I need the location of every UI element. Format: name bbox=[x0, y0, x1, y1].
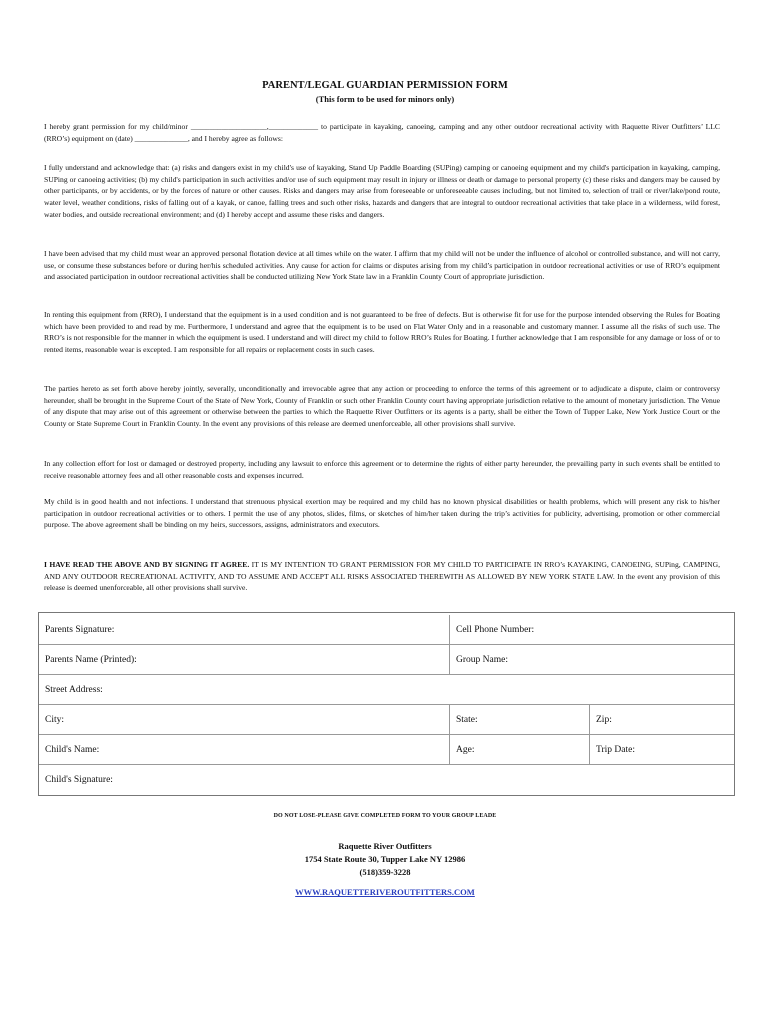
city-label: City: bbox=[45, 714, 65, 725]
paragraph-grant: I hereby grant permission for my child/minor ____________________,_____________ to participate in kayaking, canoeing, camping and any other outdoor recreational activity with Raquette River Outfitters’ LLC (RRO’s) equipment on (date) ______________, and I hereby agree as follows: bbox=[44, 122, 720, 143]
group-name-field[interactable] bbox=[449, 645, 734, 674]
company-phone: (518)359-3228 bbox=[359, 867, 411, 877]
paragraph-flotation: I have been advised that my child must wear an approved personal flotation device at all times while on the water. I affirm that my child will not be under the influence of alcohol or controlled substance, and will not carry, use, or consume these substances before or during her/his scheduled activities. Any cause for action for claims or disputes arising from my child’s participation in outdoor recreational activities or use of RRO’s equipment and associated participation in outdoor recreational activities shall be conducted utilizing New York State law in a Franklin County Court of appropriate jurisdiction. bbox=[44, 249, 720, 282]
paragraph-agreement bbox=[44, 559, 720, 594]
group-name-label: Group Name: bbox=[456, 654, 508, 665]
company-name: Raquette River Outfitters bbox=[338, 841, 432, 851]
childs-name-field[interactable] bbox=[39, 735, 449, 764]
page-subtitle: (This form to be used for minors only) bbox=[315, 94, 455, 104]
childs-signature-label: Child's Signature: bbox=[45, 774, 113, 785]
parents-name-field[interactable] bbox=[39, 645, 449, 674]
paragraph-risks: I fully understand and acknowledge that: (a) risks and dangers exist in my child's use of kayaking, Stand Up Paddle Boarding (SUPing) camping or canoeing equipment and my child's participation in kayaking, camping, SUPing or canoeing activities; (b) my child's participation in such activities and/or use of such equipment may result in injury or illness or death or damage to personal property (c) these risks and dangers may be caused by other participants, or by accidents, or by the forces of nature or other causes. Risks and dangers may arise from foreseeable or unforeseeable causes including, but not limited to, selection of trail or river/lake/pond route, water level, weather conditions, risks of falling out of a kayak, or canoe, falling trees and such other risks, hazards and dangers that are integral to outdoor recreational activities that take place in a wilderness, wild forest, water bodies, and outside recreational environment; and (d) I hereby accept and assume these risks and dangers. bbox=[44, 163, 720, 219]
trip-date-label: Trip Date: bbox=[596, 744, 635, 755]
form-row-address bbox=[39, 674, 734, 704]
zip-label: Zip: bbox=[596, 714, 612, 725]
state-field[interactable] bbox=[449, 705, 589, 734]
form-row-city bbox=[39, 704, 734, 734]
paragraph-collection: In any collection effort for lost or damaged or destroyed property, including any lawsuit to enforce this agreement or to determine the rights of either party hereunder, the prevailing party in such events shall be entitled to receive reasonable attorney fees and all other reasonable costs and expenses incurred. bbox=[44, 459, 720, 480]
childs-name-label: Child's Name: bbox=[45, 744, 100, 755]
zip-field[interactable] bbox=[589, 705, 734, 734]
signature-form-table bbox=[38, 612, 735, 796]
street-address-label: Street Address: bbox=[45, 684, 103, 695]
company-website-link[interactable]: WWW.RAQUETTERIVEROUTFITTERS.COM bbox=[295, 887, 475, 897]
paragraph-health: My child is in good health and not infections. I understand that strenuous physical exertion may be required and my child has no known physical disabilities or health problems, which will present any risk to his/her participation in outdoor recreational activities or to others. I permit the use of any photos, slides, films, or sketches of him/her taken during the trip’s activities for publicity, advertising, promotion or other commercial purpose. The above agreement shall be binding on my heirs, successors, assigns, administrators and executors. bbox=[44, 497, 720, 530]
form-row-name bbox=[39, 644, 734, 674]
form-row-child bbox=[39, 734, 734, 764]
form-row-signature bbox=[39, 615, 734, 644]
paragraph-jurisdiction: The parties hereto as set forth above hereby jointly, severally, unconditionally and irrevocable agree that any action or proceeding to enforce the terms of this agreement or to adjudicate a dispute, claim or controversy hereunder, shall be brought in the Supreme Court of the State of New York, County of Franklin or such other Franklin County court having appropriate jurisdiction relative to the amount of monetary jurisdiction. The Venue of any dispute that may arise out of this agreement or otherwise between the parties to which the Raquette River Outfitters or its agents is a party, shall be either the Town of Tupper Lake, New York Justice Court or the County or State Supreme Court in Franklin County. In the event any provisions of this release are deemed unenforceable, all other provisions shall survive. bbox=[44, 384, 720, 429]
page-title: PARENT/LEGAL GUARDIAN PERMISSION FORM bbox=[262, 80, 508, 91]
parents-signature-field[interactable] bbox=[39, 615, 449, 644]
street-address-field[interactable] bbox=[39, 675, 734, 704]
childs-signature-field[interactable] bbox=[39, 765, 734, 794]
state-label: State: bbox=[456, 714, 478, 725]
parents-signature-label: Parents Signature: bbox=[45, 624, 115, 635]
return-form-notice: DO NOT LOSE-PLEASE GIVE COMPLETED FORM TO YOUR GROUP LEADE bbox=[273, 813, 497, 819]
company-address: 1754 State Route 30, Tupper Lake NY 12986 bbox=[304, 854, 466, 864]
parents-name-label: Parents Name (Printed): bbox=[45, 654, 137, 665]
cell-phone-field[interactable] bbox=[449, 615, 734, 644]
age-label: Age: bbox=[456, 744, 475, 755]
city-field[interactable] bbox=[39, 705, 449, 734]
agreement-text: IT IS MY INTENTION TO GRANT PERMISSION FOR MY CHILD TO PARTICIPATE IN RRO’s KAYAKING, CANOEING, SUPing, CAMPING, AND ANY OUTDOOR RECREATIONAL ACTIVITY, AND TO ASSUME AND ACCEPT ALL RISKS ASSOCIATED THEREWITH AS ALLOWED BY NEW YORK STATE LAW. In the event any provision of this release is deemed unenforceable, all other provisions shall survive. bbox=[44, 560, 720, 593]
agreement-bold-text: I HAVE READ THE ABOVE AND BY SIGNING IT AGREE. bbox=[44, 560, 250, 569]
form-row-child-signature bbox=[39, 764, 734, 794]
paragraph-equipment: In renting this equipment from (RRO), I understand that the equipment is in a used condition and is not guaranteed to be free of defects. But is otherwise fit for use for the purpose intended observing the Rules for Boating which have been provided to and read by me. Furthermore, I understand and agree that the equipment is to be used on Flat Water Only and in a reasonable and customary manner. I assume all the risks of such use. The RRO’s is not responsible for the manner in which the equipment is used. I understand and will direct my child to follow RRO’s Rules for Boating. I further acknowledge that I am responsible for any damage or loss of or to rented items, reasonable wear is excepted. I am responsible for all repairs or replacement costs in such cases. bbox=[44, 310, 720, 355]
trip-date-field[interactable] bbox=[589, 735, 734, 764]
age-field[interactable] bbox=[449, 735, 589, 764]
cell-phone-label: Cell Phone Number: bbox=[456, 624, 535, 635]
